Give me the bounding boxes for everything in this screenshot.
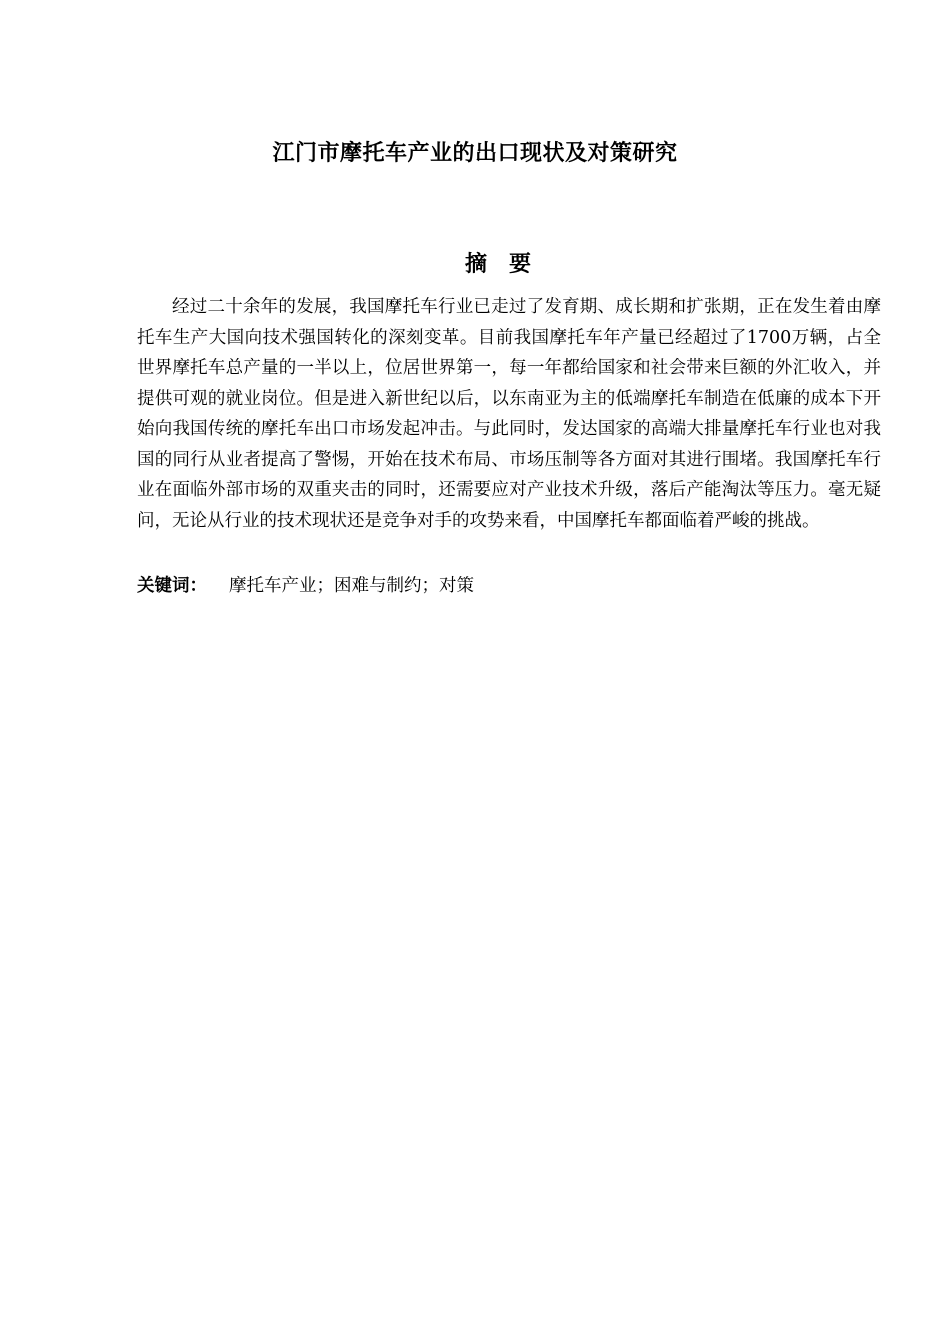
abstract-heading [0,248,950,280]
document-title: 江门市摩托车产业的出口现状及对策研究 [272,140,678,166]
keywords-value: 摩托车产业；困难与制约；对策 [229,576,474,596]
keywords-line [137,571,857,601]
keywords-label: 关键词： [137,576,207,596]
abstract-body: 经过二十余年的发展，我国摩托车行业已走过了发育期、成长期和扩张期，正在发生着由摩托车生产大国向技术强国转化的深刻变革。目前我国摩托车年产量已经超过了1700万辆，占全世界摩托车总产量的一半以上，位居世界第一，每一年都给国家和社会带来巨额的外汇收入，并提供可观的就业岗位。但是进入新世纪以后，以东南亚为主的低端摩托车制造在低廉的成本下开始向我国传统的摩托车出口市场发起冲击。与此同时，发达国家的高端大排量摩托车行业也对我国的同行从业者提高了警惕，开始在技术布局、市场压制等各方面对其进行围堵。我国摩托车行业在面临外部市场的双重夹击的同时，还需要应对产业技术升级，落后产能淘汰等压力。毫无疑问，无论从行业的技术现状还是竞争对手的攻势来看，中国摩托车都面临着严峻的挑战。 [137,297,881,531]
abstract-heading-right: 要 [509,251,532,277]
abstract-heading-left: 摘 [464,251,487,277]
